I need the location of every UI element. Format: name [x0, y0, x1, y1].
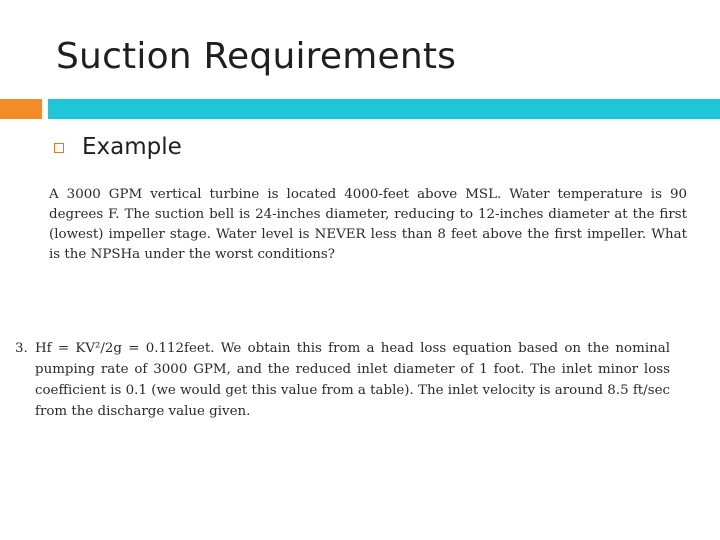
- step-text: Hf = KV²/2g = 0.112feet. We obtain this from a head loss equation based on the nominal pumping rate of 3000 GPM, and the reduced inlet diameter of 1 foot. The inlet minor loss coefficient is 0.1 (we would get this value from a table). The inlet velocity is around 8.5 ft/sec from the discharge value given.: [35, 341, 670, 419]
- orange-accent-bar: [0, 99, 42, 119]
- bullet-item-example: [54, 134, 182, 160]
- hollow-square-bullet-icon: [54, 143, 64, 153]
- problem-statement: A 3000 GPM vertical turbine is located 4000-feet above MSL. Water temperature is 90 degrees F. The suction bell is 24-inches diameter, reducing to 12-inches diameter at the first (lowest) impeller stage. Water level is NEVER less than 8 feet above the first impeller. What is the NPSHa under the worst conditions?: [49, 187, 687, 262]
- slide-title: Suction Requirements: [56, 36, 457, 77]
- step-number: 3.: [15, 341, 28, 356]
- cyan-accent-bar: [48, 99, 720, 119]
- bullet-label: Example: [82, 134, 182, 160]
